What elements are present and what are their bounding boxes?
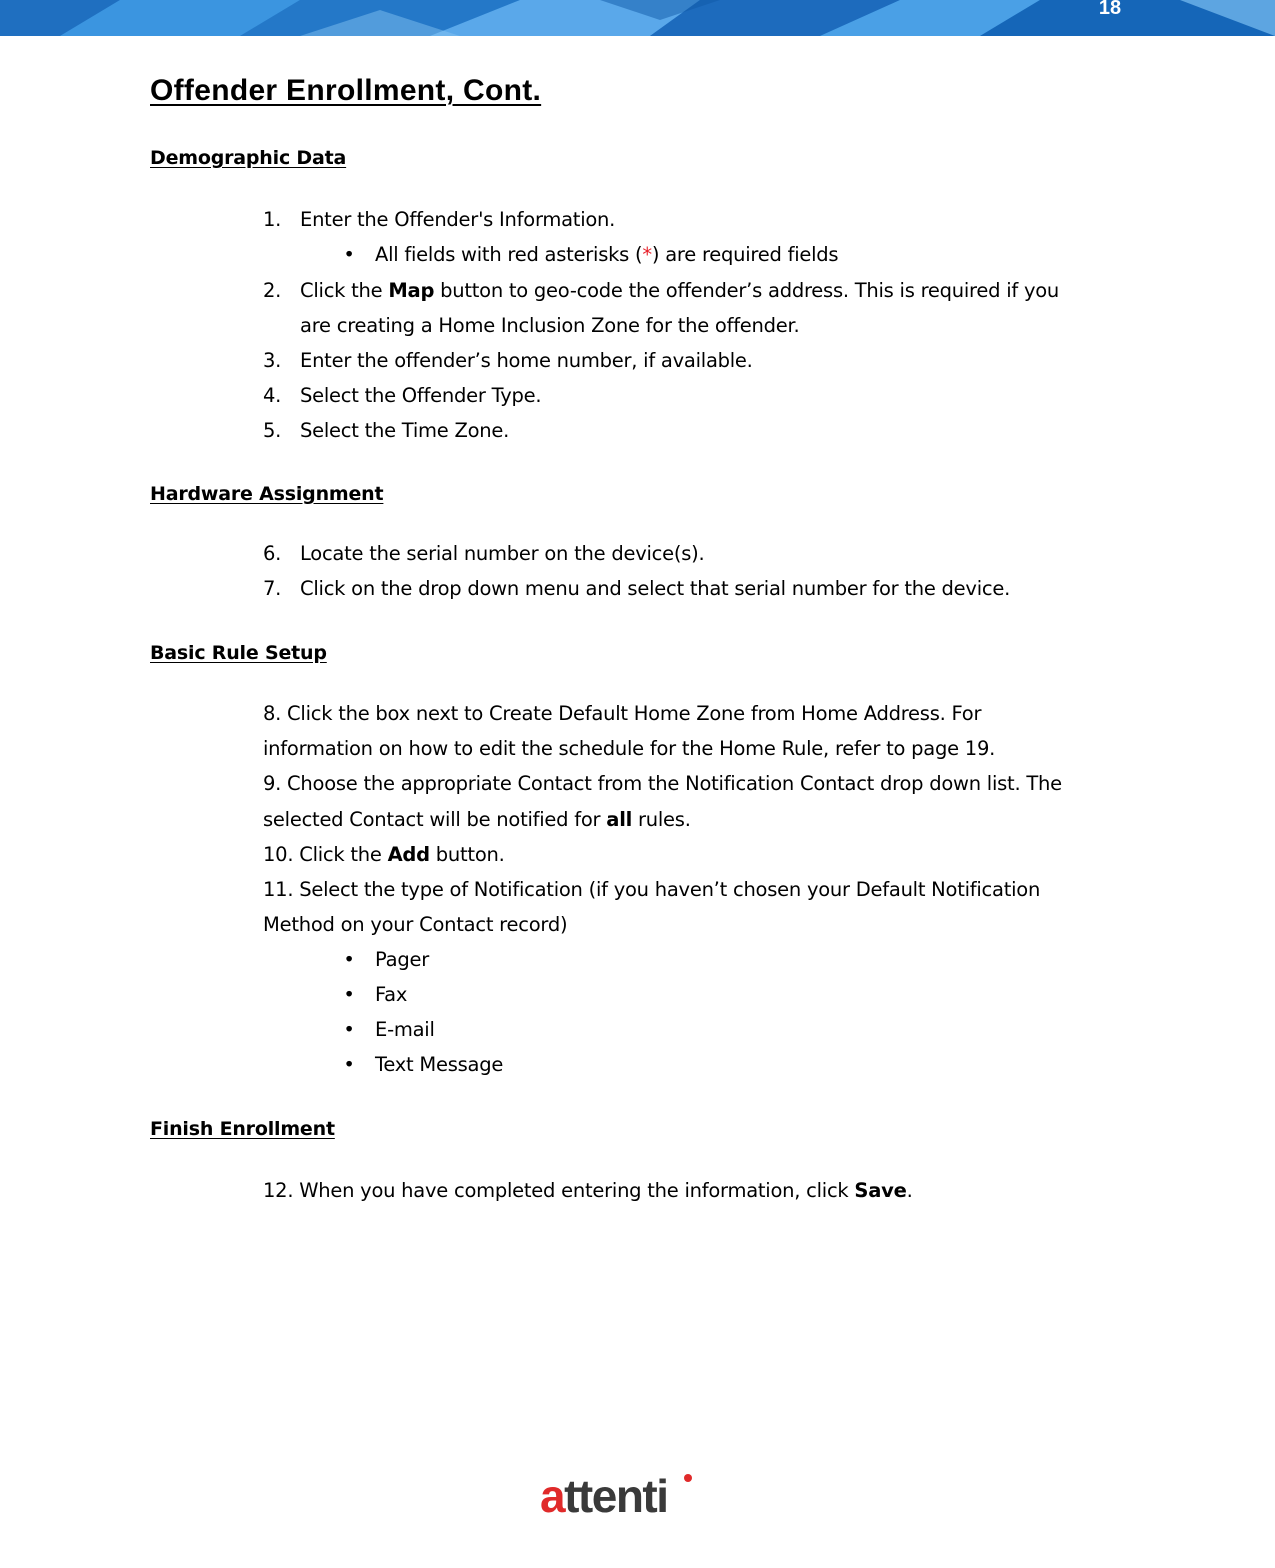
map-button-label: Map [388, 279, 435, 302]
step-text: 11. Select the type of Notification (if you haven’t chosen your Default Notification [263, 878, 1041, 901]
save-button-label: Save [854, 1179, 907, 1202]
bullet-icon: • [343, 948, 355, 971]
bullet-icon: • [343, 243, 355, 266]
bullet-text: Pager [375, 948, 429, 971]
header-banner [0, 0, 1275, 36]
bullet-icon: • [343, 983, 355, 1006]
step-number: 3. [263, 349, 282, 372]
page-number: 18 [1098, 0, 1122, 19]
step-text: 10. Click the Add button. [263, 843, 505, 866]
attenti-logo [540, 1470, 700, 1525]
step-text: Method on your Contact record) [263, 913, 568, 936]
add-button-label: Add [387, 843, 430, 866]
banner-graphic [0, 0, 1275, 36]
bullet-text: Fax [375, 983, 408, 1006]
section-heading-finish: Finish Enrollment [150, 1118, 335, 1140]
step-text: Select the Time Zone. [300, 419, 510, 442]
step-text: information on how to edit the schedule for the Home Rule, refer to page 19. [263, 737, 996, 760]
step-text: Enter the Offender's Information. [300, 208, 616, 231]
step-text: selected Contact will be notified for all rules. [263, 808, 691, 831]
bullet-icon: • [343, 1018, 355, 1041]
bullet-text: All fields with red asterisks (*) are required fields [375, 243, 839, 266]
step-text: 12. When you have completed entering the information, click Save. [263, 1179, 913, 1202]
logo-graphic [540, 1470, 700, 1520]
step-text: Select the Offender Type. [300, 384, 542, 407]
page-title: Offender Enrollment, Cont. [150, 74, 542, 107]
step-number: 2. [263, 279, 282, 302]
step-number: 5. [263, 419, 282, 442]
bullet-text: Text Message [375, 1053, 504, 1076]
step-number: 1. [263, 208, 282, 231]
step-number: 6. [263, 542, 282, 565]
bullet-text: E-mail [375, 1018, 435, 1041]
red-asterisk: * [642, 243, 652, 266]
section-heading-demographic: Demographic Data [150, 147, 347, 169]
step-text: 9. Choose the appropriate Contact from the Notification Contact drop down list. The [263, 772, 1062, 795]
svg-text:attenti: attenti [540, 1470, 668, 1520]
step-number: 7. [263, 577, 282, 600]
bullet-icon: • [343, 1053, 355, 1076]
step-text: 8. Click the box next to Create Default Home Zone from Home Address. For [263, 702, 982, 725]
section-heading-rules: Basic Rule Setup [150, 642, 327, 664]
all-emphasis: all [606, 808, 633, 831]
section-heading-hardware: Hardware Assignment [150, 483, 384, 505]
step-number: 4. [263, 384, 282, 407]
step-text: Click on the drop down menu and select that serial number for the device. [300, 577, 1011, 600]
step-text: Locate the serial number on the device(s). [300, 542, 705, 565]
step-text: Enter the offender’s home number, if available. [300, 349, 753, 372]
step-text: are creating a Home Inclusion Zone for the offender. [300, 314, 800, 337]
step-text: Click the Map button to geo-code the offender’s address. This is required if you [300, 279, 1060, 302]
